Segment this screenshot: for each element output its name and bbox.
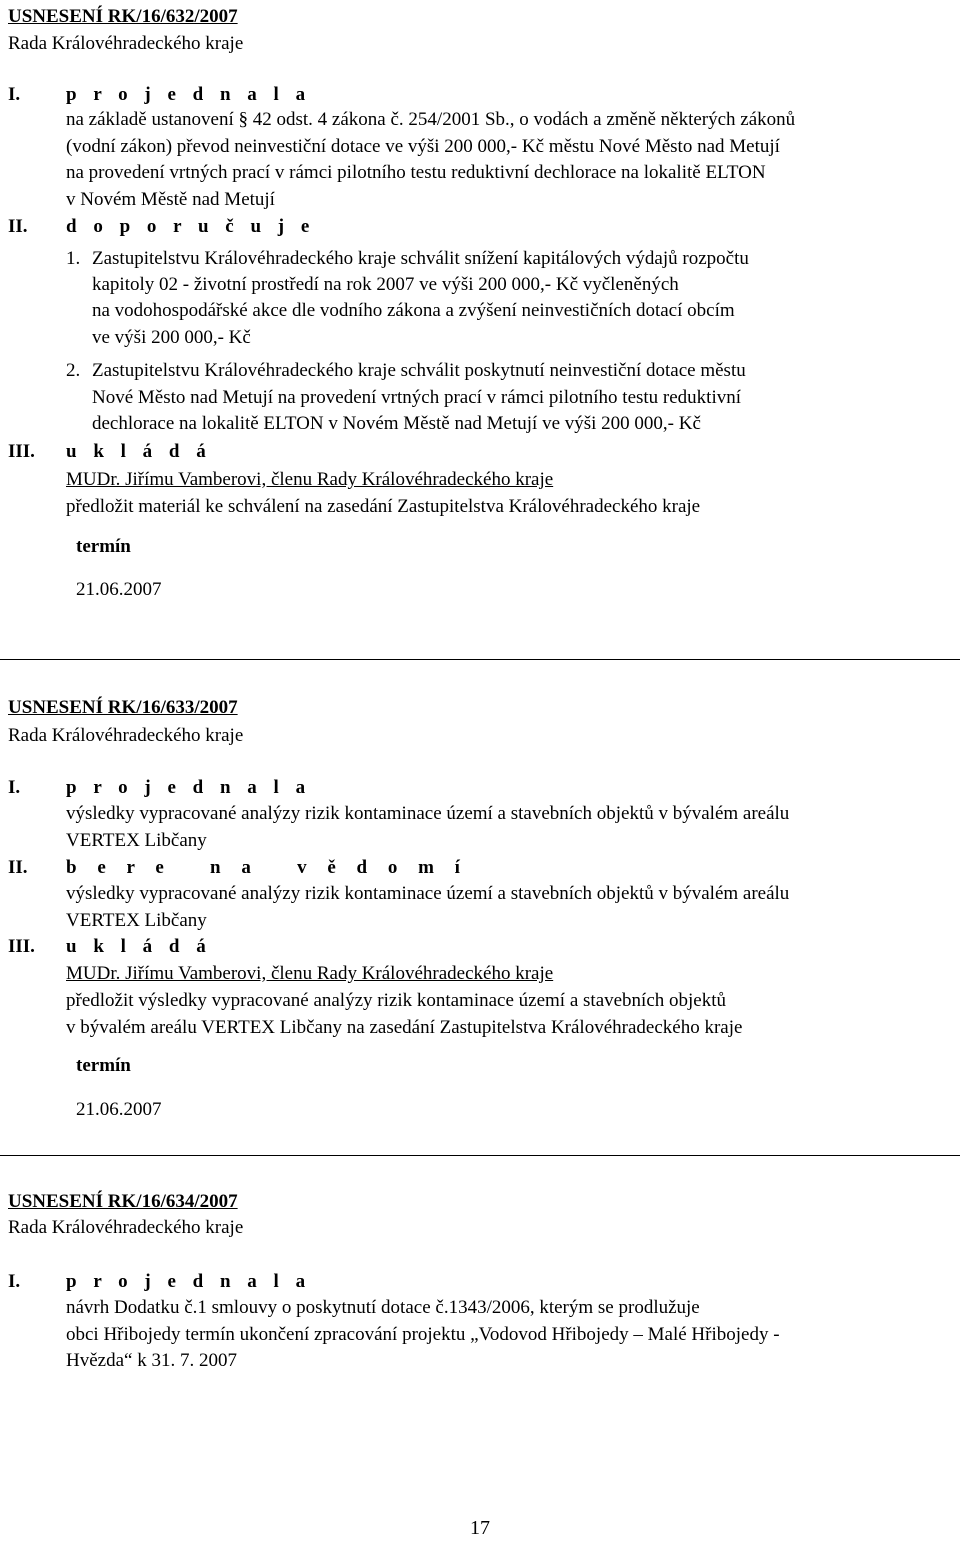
item-text-line: obci Hřibojedy termín ukončení zpracování projektu „Vodovod Hřibojedy – Malé Hřibojedy -	[66, 1324, 780, 1345]
resolution-title: USNESENÍ RK/16/632/2007	[8, 6, 238, 27]
resolution-body: Rada Královéhradeckého kraje	[8, 1217, 244, 1238]
subitem-text-line: Nové Město nad Metují na provedení vrtných prací v rámci pilotního testu reduktivní	[92, 387, 742, 408]
item-number: III.	[8, 441, 35, 462]
responsible-person: MUDr. Jiřímu Vamberovi, členu Rady Královéhradeckého kraje	[66, 469, 554, 490]
responsible-person: MUDr. Jiřímu Vamberovi, členu Rady Královéhradeckého kraje	[66, 963, 554, 984]
item-verb: d o p o r u č u j e	[66, 216, 316, 237]
resolution-body: Rada Královéhradeckého kraje	[8, 725, 244, 746]
subitem-text-line: Zastupitelstvu Královéhradeckého kraje schválit poskytnutí neinvestiční dotace městu	[92, 360, 746, 381]
item-text-line: předložit materiál ke schválení na zasedání Zastupitelstva Královéhradeckého kraje	[66, 496, 701, 517]
item-number: III.	[8, 936, 35, 957]
item-text-line: Hvězda“ k 31. 7. 2007	[66, 1350, 237, 1371]
item-verb: u k l á d á	[66, 936, 212, 957]
deadline-date: 21.06.2007	[76, 1099, 162, 1120]
item-text-line: VERTEX Libčany	[66, 910, 207, 931]
item-text-line: předložit výsledky vypracované analýzy rizik kontaminace území a stavebních objektů	[66, 990, 727, 1011]
item-text-line: v Novém Městě nad Metují	[66, 189, 275, 210]
resolution-title: USNESENÍ RK/16/633/2007	[8, 697, 238, 718]
item-text-line: výsledky vypracované analýzy rizik kontaminace území a stavebních objektů v bývalém areálu	[66, 803, 790, 824]
resolution-body: Rada Královéhradeckého kraje	[8, 33, 244, 54]
item-text-line: na provedení vrtných prací v rámci pilotního testu reduktivní dechlorace na lokalitě ELTON	[66, 162, 766, 183]
item-number: II.	[8, 857, 28, 878]
deadline-date: 21.06.2007	[76, 579, 162, 600]
item-number: I.	[8, 777, 21, 798]
item-verb: p r o j e d n a l a	[66, 777, 312, 798]
subitem-number: 2.	[66, 360, 81, 381]
item-number: I.	[8, 84, 21, 105]
item-text-line: (vodní zákon) převod neinvestiční dotace ve výši 200 000,- Kč městu Nové Město nad Metují	[66, 136, 780, 157]
subitem-text-line: dechlorace na lokalitě ELTON v Novém Městě nad Metují ve výši 200 000,- Kč	[92, 413, 701, 434]
section-divider	[0, 1155, 960, 1156]
item-verb: b e r e n a v ě d o m í	[66, 857, 468, 878]
subitem-number: 1.	[66, 248, 81, 269]
item-number: II.	[8, 216, 28, 237]
item-text-line: návrh Dodatku č.1 smlouvy o poskytnutí dotace č.1343/2006, kterým se prodlužuje	[66, 1297, 700, 1318]
resolution-title: USNESENÍ RK/16/634/2007	[8, 1191, 238, 1212]
deadline-label: termín	[76, 536, 131, 557]
item-text-line: výsledky vypracované analýzy rizik kontaminace území a stavebních objektů v bývalém areálu	[66, 883, 790, 904]
subitem-text-line: Zastupitelstvu Královéhradeckého kraje schválit snížení kapitálových výdajů rozpočtu	[92, 248, 749, 269]
item-text-line: v bývalém areálu VERTEX Libčany na zasedání Zastupitelstva Královéhradeckého kraje	[66, 1017, 743, 1038]
item-verb: u k l á d á	[66, 441, 212, 462]
subitem-text-line: na vodohospodářské akce dle vodního zákona a zvýšení neinvestičních dotací obcím	[92, 300, 735, 321]
section-divider	[0, 659, 960, 660]
item-number: I.	[8, 1271, 21, 1292]
item-text-line: na základě ustanovení § 42 odst. 4 zákona č. 254/2001 Sb., o vodách a změně některých zákonů	[66, 109, 796, 130]
item-verb: p r o j e d n a l a	[66, 1271, 312, 1292]
deadline-label: termín	[76, 1055, 131, 1076]
item-verb: p r o j e d n a l a	[66, 84, 312, 105]
subitem-text-line: ve výši 200 000,- Kč	[92, 327, 251, 348]
item-text-line: VERTEX Libčany	[66, 830, 207, 851]
page-number: 17	[470, 1517, 490, 1539]
subitem-text-line: kapitoly 02 - životní prostředí na rok 2007 ve výši 200 000,- Kč vyčleněných	[92, 274, 679, 295]
